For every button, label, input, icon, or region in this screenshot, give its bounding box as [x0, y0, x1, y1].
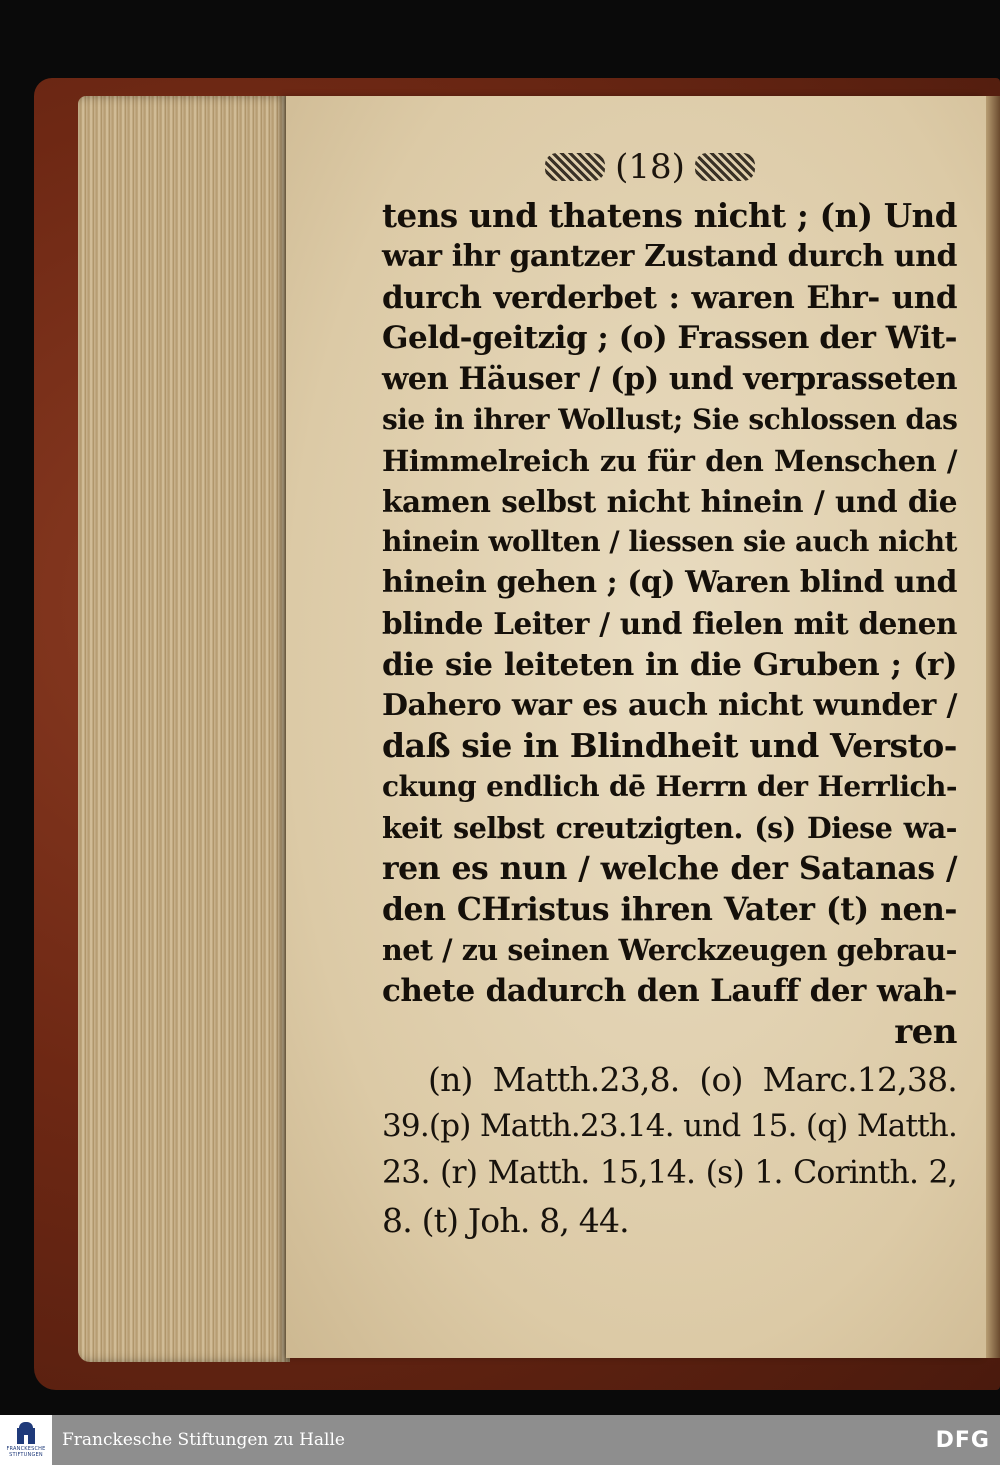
text-line: blinde Leiter / und fielen mit denen [382, 605, 957, 641]
text-line: chete dadurch den Lauff der wah- [382, 973, 957, 1010]
text-line: tens und thatens nicht ; (n) Und [382, 196, 957, 235]
footnotes [382, 1056, 957, 1244]
footnote-line: 39.(p) Matth.23.14. und 15. (q) Matth. [382, 1108, 957, 1144]
text-line: kamen selbst nicht hinein / und die [382, 483, 957, 519]
footnote-line: (n) Matth.23,8. (o) Marc.12,38. [428, 1060, 957, 1099]
footer-bar [0, 1415, 1000, 1465]
text-line: hinein gehen ; (q) Waren blind und [382, 565, 957, 601]
text-line: Himmelreich zu für den Menschen / [382, 443, 957, 478]
page-number: (18) [615, 147, 685, 187]
institution-name[interactable]: Franckesche Stiftungen zu Halle [62, 1430, 345, 1450]
left-ornament-icon [545, 153, 605, 181]
text-line: durch verderbet : waren Ehr- und [382, 279, 957, 316]
page-edges [78, 96, 290, 1362]
footnote-line: 23. (r) Matth. 15,14. (s) 1. Corinth. 2, [382, 1155, 957, 1191]
text-line: sie in ihrer Wollust; Sie schlossen das [382, 402, 958, 436]
text-line: net / zu seinen Werckzeugen gebrau- [382, 933, 957, 968]
institution-logo[interactable] [0, 1415, 52, 1465]
page-header [520, 142, 780, 192]
building-icon [15, 1422, 37, 1446]
right-ornament-icon [695, 153, 755, 181]
text-line: ren es nun / welche der Satanas / [382, 849, 957, 887]
body-text [382, 196, 957, 1053]
text-line: war ihr gantzer Zustand durch und [382, 238, 957, 274]
text-line: ckung endlich dē Herrn der Herrlich- [382, 770, 957, 804]
text-line: wen Häuser / (p) und verprasseten [382, 361, 957, 398]
dfg-logo[interactable]: DFG [935, 1427, 990, 1453]
text-line: daß sie in Blindheit und Versto- [382, 726, 957, 766]
catchword: ren [894, 1011, 957, 1052]
page-right-edge [986, 96, 1000, 1358]
text-line: den CHristus ihren Vater (t) nen- [382, 890, 957, 928]
footnote-line: 8. (t) Joh. 8, 44. [382, 1201, 629, 1240]
logo-text: FRANCKESCHE STIFTUNGEN [6, 1446, 46, 1458]
text-line: hinein wollten / liessen sie auch nicht [382, 525, 957, 559]
text-line: keit selbst creutzigten. (s) Diese wa- [382, 810, 957, 845]
text-line: Dahero war es auch nicht wunder / [382, 687, 957, 723]
text-line: die sie leiteten in die Gruben ; (r) [382, 646, 957, 683]
text-line: Geld-geitzig ; (o) Frassen der Wit- [382, 320, 957, 357]
